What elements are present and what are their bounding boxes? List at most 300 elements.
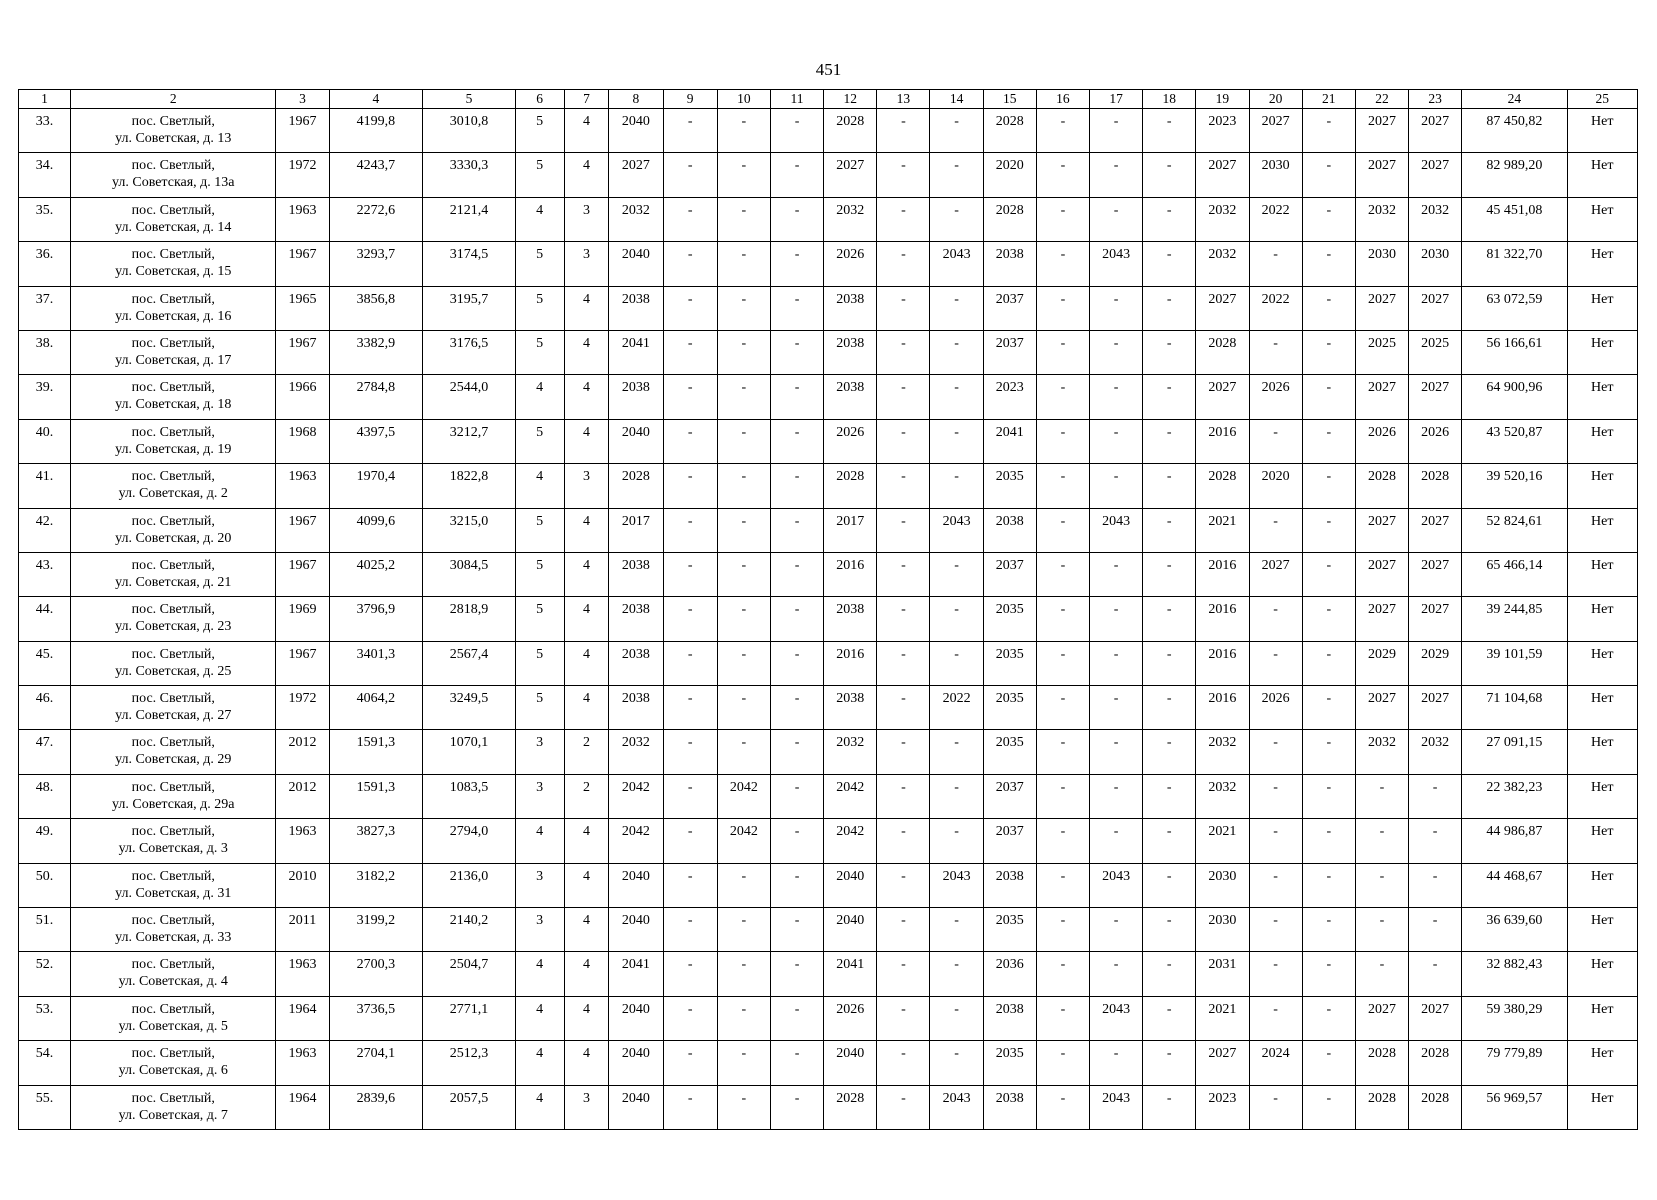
column-header-3: 3 <box>276 90 329 109</box>
cell-col-6: 4 <box>515 819 564 863</box>
cell-col-11: - <box>770 330 823 374</box>
cell-col-14: - <box>930 109 983 153</box>
cell-col-18: - <box>1143 464 1196 508</box>
cell-col-10: - <box>717 109 770 153</box>
cell-col-5: 2140,2 <box>423 908 516 952</box>
cell-col-10: - <box>717 375 770 419</box>
address-settlement: пос. Светлый, <box>131 1090 215 1106</box>
cell-col-12: 2038 <box>824 330 877 374</box>
cell-col-14: 2043 <box>930 242 983 286</box>
address-street: ул. Советская, д. 15 <box>115 264 232 280</box>
cell-col-24: 79 779,89 <box>1462 1041 1567 1085</box>
cell-col-10: - <box>717 508 770 552</box>
row-number: 41. <box>19 464 71 508</box>
address-street: ул. Советская, д. 3 <box>118 841 228 857</box>
table-row <box>19 1041 1638 1085</box>
cell-col-21: - <box>1302 730 1355 774</box>
cell-col-20: 2026 <box>1249 375 1302 419</box>
row-number: 36. <box>19 242 71 286</box>
address-street: ул. Советская, д. 17 <box>115 352 232 368</box>
column-header-24: 24 <box>1462 90 1567 109</box>
address-street: ул. Советская, д. 13а <box>111 175 235 191</box>
cell-col-11: - <box>770 419 823 463</box>
cell-col-14: - <box>930 774 983 818</box>
address-settlement: пос. Светлый, <box>131 691 215 707</box>
cell-col-4: 4025,2 <box>329 552 423 596</box>
cell-col-6: 5 <box>515 597 564 641</box>
cell-col-6: 5 <box>515 242 564 286</box>
cell-col-18: - <box>1143 197 1196 241</box>
cell-col-19: 2032 <box>1196 730 1249 774</box>
cell-col-13: - <box>877 597 930 641</box>
cell-col-8: 2038 <box>609 375 663 419</box>
column-header-23: 23 <box>1409 90 1462 109</box>
cell-col-4: 4397,5 <box>329 419 423 463</box>
cell-col-12: 2040 <box>824 908 877 952</box>
cell-col-15: 2035 <box>983 464 1036 508</box>
cell-col-25: Нет <box>1567 1085 1638 1129</box>
cell-col-7: 4 <box>564 419 609 463</box>
cell-col-19: 2027 <box>1196 286 1249 330</box>
cell-col-25: Нет <box>1567 730 1638 774</box>
address-street: ул. Советская, д. 27 <box>115 708 232 724</box>
address-cell <box>71 375 276 419</box>
cell-col-5: 2057,5 <box>423 1085 516 1129</box>
address-cell <box>71 109 276 153</box>
cell-col-24: 59 380,29 <box>1462 996 1567 1040</box>
cell-col-21: - <box>1302 109 1355 153</box>
cell-col-4: 3382,9 <box>329 330 423 374</box>
cell-col-20: 2022 <box>1249 286 1302 330</box>
cell-col-25: Нет <box>1567 1041 1638 1085</box>
cell-col-15: 2028 <box>983 109 1036 153</box>
cell-col-15: 2037 <box>983 552 1036 596</box>
cell-col-12: 2038 <box>824 597 877 641</box>
cell-col-7: 3 <box>564 197 609 241</box>
cell-col-21: - <box>1302 419 1355 463</box>
row-number: 49. <box>19 819 71 863</box>
cell-col-11: - <box>770 1085 823 1129</box>
cell-col-15: 2037 <box>983 330 1036 374</box>
cell-col-6: 5 <box>515 419 564 463</box>
address-cell <box>71 686 276 730</box>
cell-col-5: 1822,8 <box>423 464 516 508</box>
address-street: ул. Советская, д. 20 <box>115 530 232 546</box>
address-settlement: пос. Светлый, <box>131 868 215 884</box>
column-header-1: 1 <box>19 90 71 109</box>
cell-col-22: - <box>1355 863 1408 907</box>
cell-col-24: 63 072,59 <box>1462 286 1567 330</box>
cell-col-24: 45 451,08 <box>1462 197 1567 241</box>
cell-col-10: - <box>717 641 770 685</box>
cell-col-17: - <box>1090 419 1143 463</box>
cell-col-22: 2027 <box>1355 686 1408 730</box>
cell-col-14: - <box>930 597 983 641</box>
cell-col-6: 3 <box>515 908 564 952</box>
cell-col-7: 4 <box>564 819 609 863</box>
cell-col-5: 3084,5 <box>423 552 516 596</box>
cell-col-19: 2027 <box>1196 375 1249 419</box>
cell-col-17: - <box>1090 109 1143 153</box>
table-row <box>19 641 1638 685</box>
cell-col-8: 2038 <box>609 641 663 685</box>
cell-col-25: Нет <box>1567 242 1638 286</box>
cell-col-23: - <box>1409 774 1462 818</box>
address-cell <box>71 464 276 508</box>
cell-col-23: 2025 <box>1409 330 1462 374</box>
cell-col-9: - <box>663 242 717 286</box>
column-header-6: 6 <box>515 90 564 109</box>
cell-col-15: 2036 <box>983 952 1036 996</box>
cell-col-15: 2035 <box>983 1041 1036 1085</box>
row-number: 43. <box>19 552 71 596</box>
cell-col-22: - <box>1355 952 1408 996</box>
cell-col-12: 2026 <box>824 996 877 1040</box>
cell-col-19: 2023 <box>1196 1085 1249 1129</box>
table-row <box>19 375 1638 419</box>
cell-col-6: 5 <box>515 686 564 730</box>
row-number: 37. <box>19 286 71 330</box>
cell-col-17: 2043 <box>1090 242 1143 286</box>
cell-col-24: 32 882,43 <box>1462 952 1567 996</box>
cell-col-11: - <box>770 508 823 552</box>
cell-col-16: - <box>1036 153 1089 197</box>
address-cell <box>71 952 276 996</box>
cell-col-8: 2040 <box>609 419 663 463</box>
cell-col-21: - <box>1302 197 1355 241</box>
cell-col-4: 1591,3 <box>329 730 423 774</box>
cell-col-18: - <box>1143 242 1196 286</box>
cell-col-18: - <box>1143 774 1196 818</box>
cell-col-25: Нет <box>1567 641 1638 685</box>
cell-col-25: Нет <box>1567 552 1638 596</box>
cell-col-19: 2021 <box>1196 819 1249 863</box>
cell-col-22: 2032 <box>1355 197 1408 241</box>
cell-col-6: 4 <box>515 1041 564 1085</box>
cell-col-14: - <box>930 286 983 330</box>
cell-col-7: 4 <box>564 952 609 996</box>
address-cell <box>71 1085 276 1129</box>
cell-col-15: 2038 <box>983 1085 1036 1129</box>
cell-col-23: 2027 <box>1409 597 1462 641</box>
cell-col-9: - <box>663 952 717 996</box>
cell-col-13: - <box>877 242 930 286</box>
address-street: ул. Советская, д. 16 <box>115 308 232 324</box>
cell-col-7: 4 <box>564 863 609 907</box>
cell-col-15: 2038 <box>983 996 1036 1040</box>
column-header-11: 11 <box>770 90 823 109</box>
cell-col-17: - <box>1090 286 1143 330</box>
cell-col-16: - <box>1036 330 1089 374</box>
cell-col-23: 2032 <box>1409 197 1462 241</box>
cell-col-17: - <box>1090 330 1143 374</box>
cell-col-3: 1969 <box>276 597 329 641</box>
cell-col-13: - <box>877 419 930 463</box>
cell-col-11: - <box>770 286 823 330</box>
cell-col-17: - <box>1090 686 1143 730</box>
cell-col-23: 2027 <box>1409 552 1462 596</box>
cell-col-11: - <box>770 908 823 952</box>
address-cell <box>71 908 276 952</box>
cell-col-18: - <box>1143 375 1196 419</box>
cell-col-3: 2012 <box>276 730 329 774</box>
cell-col-13: - <box>877 908 930 952</box>
cell-col-4: 3796,9 <box>329 597 423 641</box>
address-street: ул. Советская, д. 18 <box>115 397 232 413</box>
cell-col-10: - <box>717 597 770 641</box>
cell-col-3: 1963 <box>276 1041 329 1085</box>
cell-col-12: 2028 <box>824 464 877 508</box>
address-settlement: пос. Светлый, <box>131 335 215 351</box>
address-settlement: пос. Светлый, <box>131 602 215 618</box>
cell-col-14: 2043 <box>930 863 983 907</box>
cell-col-14: - <box>930 952 983 996</box>
cell-col-19: 2032 <box>1196 774 1249 818</box>
cell-col-3: 2010 <box>276 863 329 907</box>
cell-col-9: - <box>663 686 717 730</box>
row-number: 50. <box>19 863 71 907</box>
cell-col-15: 2020 <box>983 153 1036 197</box>
cell-col-7: 4 <box>564 686 609 730</box>
cell-col-21: - <box>1302 552 1355 596</box>
address-street: ул. Советская, д. 19 <box>115 441 232 457</box>
address-settlement: пос. Светлый, <box>131 202 215 218</box>
cell-col-9: - <box>663 552 717 596</box>
column-header-4: 4 <box>329 90 423 109</box>
address-settlement: пос. Светлый, <box>131 424 215 440</box>
row-number: 47. <box>19 730 71 774</box>
cell-col-24: 43 520,87 <box>1462 419 1567 463</box>
cell-col-10: - <box>717 419 770 463</box>
cell-col-18: - <box>1143 153 1196 197</box>
cell-col-12: 2038 <box>824 375 877 419</box>
cell-col-9: - <box>663 286 717 330</box>
cell-col-3: 1972 <box>276 153 329 197</box>
address-settlement: пос. Светлый, <box>131 913 215 929</box>
cell-col-13: - <box>877 109 930 153</box>
address-cell <box>71 242 276 286</box>
cell-col-22: 2029 <box>1355 641 1408 685</box>
cell-col-18: - <box>1143 819 1196 863</box>
cell-col-18: - <box>1143 641 1196 685</box>
cell-col-5: 2121,4 <box>423 197 516 241</box>
cell-col-23: 2027 <box>1409 508 1462 552</box>
cell-col-15: 2035 <box>983 908 1036 952</box>
cell-col-17: - <box>1090 908 1143 952</box>
address-cell <box>71 1041 276 1085</box>
cell-col-6: 5 <box>515 330 564 374</box>
address-cell <box>71 419 276 463</box>
housing-repair-table <box>18 89 1638 1130</box>
row-number: 55. <box>19 1085 71 1129</box>
cell-col-4: 2272,6 <box>329 197 423 241</box>
cell-col-23: 2032 <box>1409 730 1462 774</box>
cell-col-11: - <box>770 464 823 508</box>
address-settlement: пос. Светлый, <box>131 779 215 795</box>
cell-col-13: - <box>877 464 930 508</box>
cell-col-16: - <box>1036 242 1089 286</box>
cell-col-5: 3176,5 <box>423 330 516 374</box>
cell-col-18: - <box>1143 686 1196 730</box>
cell-col-16: - <box>1036 109 1089 153</box>
cell-col-15: 2038 <box>983 508 1036 552</box>
cell-col-21: - <box>1302 375 1355 419</box>
table-row <box>19 153 1638 197</box>
address-settlement: пос. Светлый, <box>131 646 215 662</box>
cell-col-6: 5 <box>515 552 564 596</box>
cell-col-12: 2032 <box>824 730 877 774</box>
cell-col-11: - <box>770 153 823 197</box>
address-cell <box>71 641 276 685</box>
cell-col-3: 1967 <box>276 552 329 596</box>
cell-col-23: 2027 <box>1409 286 1462 330</box>
cell-col-25: Нет <box>1567 419 1638 463</box>
table-row <box>19 597 1638 641</box>
cell-col-14: - <box>930 908 983 952</box>
cell-col-11: - <box>770 686 823 730</box>
cell-col-8: 2038 <box>609 286 663 330</box>
cell-col-23: 2027 <box>1409 153 1462 197</box>
cell-col-16: - <box>1036 286 1089 330</box>
address-cell <box>71 597 276 641</box>
cell-col-22: 2026 <box>1355 419 1408 463</box>
address-street: ул. Советская, д. 25 <box>115 663 232 679</box>
cell-col-24: 36 639,60 <box>1462 908 1567 952</box>
cell-col-10: - <box>717 552 770 596</box>
cell-col-4: 1591,3 <box>329 774 423 818</box>
cell-col-13: - <box>877 375 930 419</box>
cell-col-21: - <box>1302 908 1355 952</box>
cell-col-9: - <box>663 1041 717 1085</box>
cell-col-14: - <box>930 819 983 863</box>
cell-col-9: - <box>663 197 717 241</box>
cell-col-7: 3 <box>564 464 609 508</box>
address-street: ул. Советская, д. 14 <box>115 219 232 235</box>
cell-col-11: - <box>770 819 823 863</box>
table-row <box>19 197 1638 241</box>
cell-col-23: 2029 <box>1409 641 1462 685</box>
cell-col-6: 5 <box>515 286 564 330</box>
row-number: 40. <box>19 419 71 463</box>
cell-col-7: 4 <box>564 109 609 153</box>
cell-col-11: - <box>770 242 823 286</box>
cell-col-25: Нет <box>1567 508 1638 552</box>
cell-col-3: 1963 <box>276 464 329 508</box>
cell-col-4: 1970,4 <box>329 464 423 508</box>
cell-col-18: - <box>1143 730 1196 774</box>
cell-col-16: - <box>1036 641 1089 685</box>
cell-col-10: - <box>717 863 770 907</box>
cell-col-10: - <box>717 730 770 774</box>
cell-col-20: - <box>1249 730 1302 774</box>
cell-col-7: 4 <box>564 552 609 596</box>
cell-col-23: - <box>1409 952 1462 996</box>
address-settlement: пос. Светлый, <box>131 1046 215 1062</box>
table-row <box>19 464 1638 508</box>
cell-col-22: 2027 <box>1355 375 1408 419</box>
table-row <box>19 330 1638 374</box>
cell-col-25: Нет <box>1567 109 1638 153</box>
cell-col-6: 3 <box>515 730 564 774</box>
address-settlement: пос. Светлый, <box>131 380 215 396</box>
cell-col-23: 2027 <box>1409 686 1462 730</box>
table-row <box>19 952 1638 996</box>
cell-col-9: - <box>663 330 717 374</box>
cell-col-15: 2037 <box>983 774 1036 818</box>
cell-col-13: - <box>877 730 930 774</box>
cell-col-12: 2017 <box>824 508 877 552</box>
cell-col-11: - <box>770 109 823 153</box>
address-cell <box>71 153 276 197</box>
cell-col-15: 2028 <box>983 197 1036 241</box>
address-cell <box>71 286 276 330</box>
cell-col-11: - <box>770 952 823 996</box>
address-cell <box>71 552 276 596</box>
cell-col-3: 1963 <box>276 819 329 863</box>
cell-col-17: 2043 <box>1090 1085 1143 1129</box>
cell-col-4: 3182,2 <box>329 863 423 907</box>
cell-col-6: 5 <box>515 153 564 197</box>
address-street: ул. Советская, д. 2 <box>118 486 228 502</box>
cell-col-21: - <box>1302 330 1355 374</box>
column-header-8: 8 <box>609 90 663 109</box>
cell-col-17: - <box>1090 197 1143 241</box>
cell-col-25: Нет <box>1567 330 1638 374</box>
cell-col-13: - <box>877 508 930 552</box>
table-row <box>19 996 1638 1040</box>
cell-col-6: 4 <box>515 996 564 1040</box>
cell-col-18: - <box>1143 508 1196 552</box>
cell-col-18: - <box>1143 330 1196 374</box>
table-row <box>19 109 1638 153</box>
cell-col-3: 1972 <box>276 686 329 730</box>
cell-col-14: 2043 <box>930 508 983 552</box>
cell-col-19: 2030 <box>1196 908 1249 952</box>
cell-col-15: 2041 <box>983 419 1036 463</box>
address-street: ул. Советская, д. 4 <box>118 974 228 990</box>
cell-col-10: - <box>717 952 770 996</box>
row-number: 44. <box>19 597 71 641</box>
column-header-5: 5 <box>423 90 516 109</box>
cell-col-10: - <box>717 286 770 330</box>
cell-col-19: 2032 <box>1196 197 1249 241</box>
cell-col-8: 2032 <box>609 197 663 241</box>
cell-col-19: 2031 <box>1196 952 1249 996</box>
cell-col-4: 3293,7 <box>329 242 423 286</box>
cell-col-8: 2042 <box>609 819 663 863</box>
cell-col-14: - <box>930 464 983 508</box>
cell-col-5: 1083,5 <box>423 774 516 818</box>
cell-col-21: - <box>1302 1085 1355 1129</box>
cell-col-24: 87 450,82 <box>1462 109 1567 153</box>
cell-col-24: 52 824,61 <box>1462 508 1567 552</box>
cell-col-5: 2567,4 <box>423 641 516 685</box>
cell-col-14: - <box>930 375 983 419</box>
cell-col-23: 2027 <box>1409 375 1462 419</box>
cell-col-3: 1968 <box>276 419 329 463</box>
cell-col-8: 2038 <box>609 686 663 730</box>
cell-col-3: 2011 <box>276 908 329 952</box>
cell-col-16: - <box>1036 1085 1089 1129</box>
cell-col-25: Нет <box>1567 686 1638 730</box>
cell-col-10: - <box>717 1041 770 1085</box>
cell-col-20: - <box>1249 330 1302 374</box>
cell-col-16: - <box>1036 464 1089 508</box>
cell-col-16: - <box>1036 197 1089 241</box>
cell-col-3: 1967 <box>276 641 329 685</box>
address-street: ул. Советская, д. 31 <box>115 885 232 901</box>
row-number: 38. <box>19 330 71 374</box>
